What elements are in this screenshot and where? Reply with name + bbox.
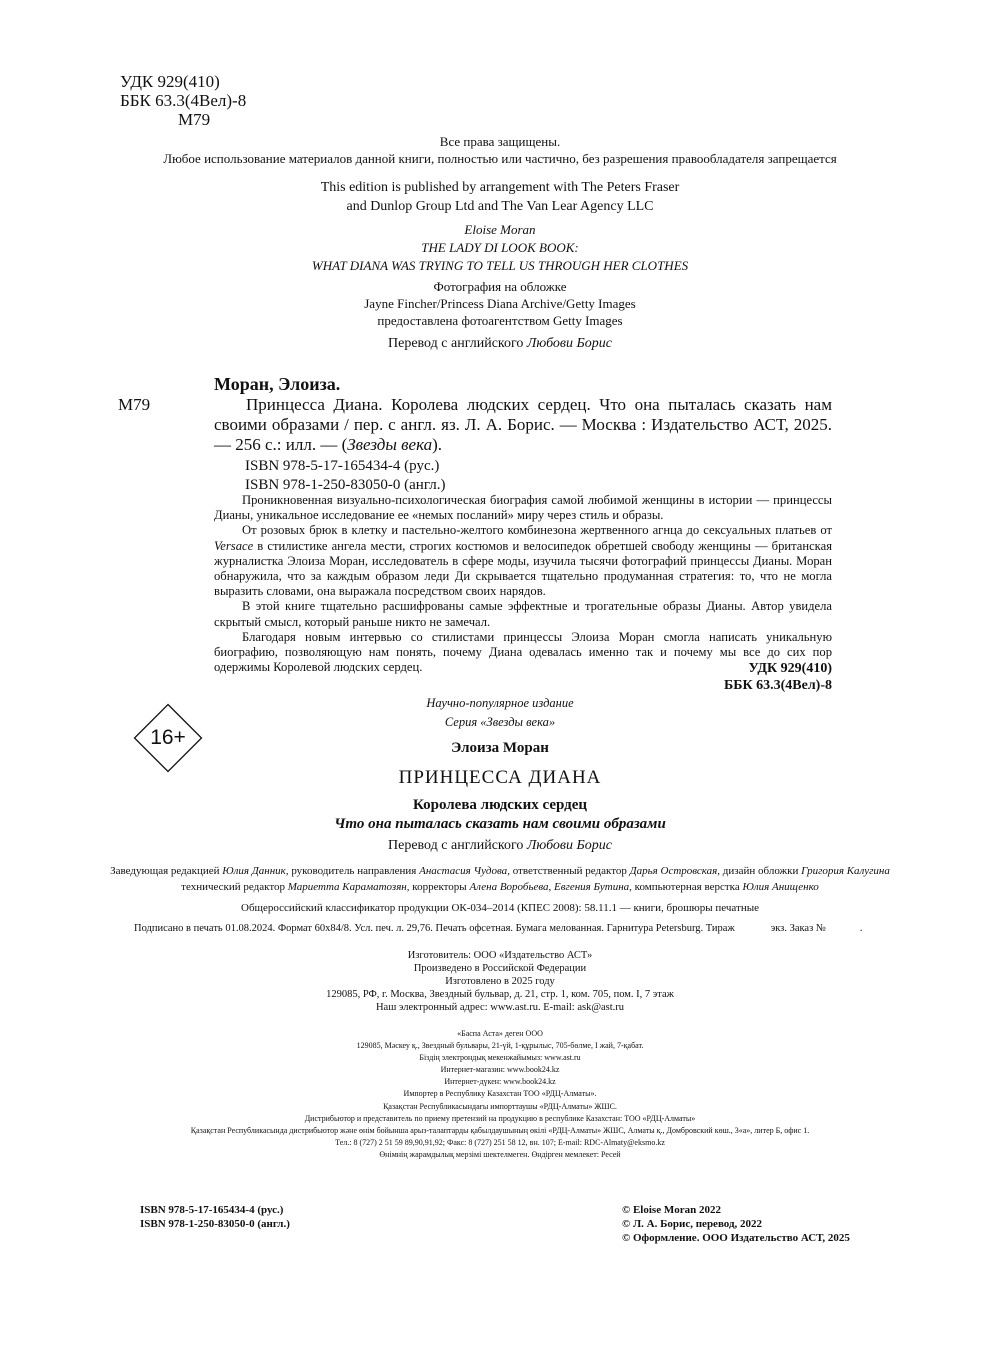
staff-line-1: Заведующая редакцией Юлия Данник, руководитель направления Анастасия Чудова, ответственный редактор Дарья Островская, дизайн обложки Григория Калугина — [110, 865, 890, 877]
bib-series: Звезды века — [347, 435, 433, 454]
manufacturer-info: Изготовитель: ООО «Издательство АСТ» Произведено в Российской Федерации Изготовлено в 2025 году 129085, РФ, г. Москва, Звездный бульвар, д. 21, стр. 1, ком. 705, пом. I, 7 этаж Наш электронный адрес: www.ast.ru. E-mail: ask@ast.ru — [326, 950, 674, 1013]
annotation-p1: Проникновенная визуально-психологическая биография самой любимой женщины в истории — принцессы Дианы, уникальное исследование ее «немых посланий» миру через стиль и образы. — [214, 493, 832, 523]
copyright-line-3: © Оформление. ООО Издательство АСТ, 2025 — [622, 1232, 850, 1244]
author-mark: М79 — [178, 110, 211, 129]
bib-udk: УДК 929(410) — [748, 661, 832, 676]
original-title-2: WHAT DIANA WAS TRYING TO TELL US THROUGH HER CLOTHES — [311, 258, 689, 273]
copyright-line-2: © Л. А. Борис, перевод, 2022 — [622, 1218, 763, 1230]
copyright-line-1: © Eloise Moran 2022 — [622, 1204, 721, 1216]
edition-line-1: This edition is published by arrangement with The Peters Fraser — [320, 180, 680, 195]
udk-code: УДК 929(410) — [120, 72, 220, 91]
book-author: Элоиза Моран — [451, 740, 549, 756]
rights-line-2: Любое использование материалов данной книги, полностью или частично, без разрешения правообладателя запрещается — [163, 151, 837, 166]
translator-name: Любови Борис — [526, 336, 612, 351]
isbn-bottom — [140, 1203, 290, 1231]
staff-credits — [0, 864, 1000, 895]
edition-line-2: and Dunlop Group Ltd and The Van Lear Agency LLC — [346, 199, 654, 214]
genre-series: Серия «Звезды века» — [444, 715, 556, 729]
bib-title-end: ). — [432, 435, 443, 454]
book-subtitle-2: Что она пыталась сказать нам своими образами — [334, 816, 666, 832]
bib-author: Моран, Элоиза. — [214, 374, 341, 394]
bib-title-main: Принцесса Диана. Королева людских сердец. Что она пыталась сказать нам своими образами / пер. с англ. яз. Л. А. Борис. — Москва : Издательство АСТ, 2025. — 256 с.: илл. — ( — [214, 395, 832, 454]
staff-line-2: технический редактор Мариетта Караматозян, корректоры Алена Воробьева, Евгения Бутина, компьютерная верстка Юлия Анищенко — [181, 880, 819, 893]
copyright-block — [622, 1203, 850, 1245]
library-codes — [120, 72, 246, 129]
isbn-bottom-ru: ISBN 978-5-17-165434-4 (рус.) — [140, 1204, 284, 1216]
age-rating: 16+ — [150, 726, 186, 749]
cover-photo-credit — [0, 278, 1000, 329]
isbn-bottom-en: ISBN 978-1-250-83050-0 (англ.) — [140, 1218, 290, 1230]
kazakhstan-info: «Баспа Аста» деген ООО 129085, Мәскеу қ., Звездный бульвары, 21-үй, 1-құрылыс, 705-бөлме, I жай, 7-қабат. Біздің электрондық мекенжайымыз: www.ast.ru Интернет-магазин: www.book24.kz Интернет-дүкен: www.book24.kz Импортер в Республику Казахстан ТОО «РДЦ-Алматы». Қазақстан Республикасындағы импорттаушы «РДЦ-Алматы» ЖШС. Дистрибьютор и представитель по приему претензий на продукцию в республике Казахстан: ТОО «РДЦ-Алматы» Қазақстан Республикасында дистрибьютор және өнім бойынша арыз-талаптарды қабылдаушының өкілі «РДЦ-Алматы» ЖШС, Алматы қ., Домбровский көш., 3«а», литер Б, офис 1. Тел.: 8 (727) 2 51 59 89,90,91,92; Факс: 8 (727) 251 58 12, вн. 107; E-mail: RDC-Almaty@eksmo.kz Өнімнің жарамдылық мерзімі шектелмеген. Өндірген мемлекет: Ресей — [190, 1029, 810, 1159]
bbk-code: ББК 63.3(4Вел)-8 — [120, 91, 247, 110]
bib-isbn-en: ISBN 978-1-250-83050-0 (англ.) — [245, 477, 446, 493]
annotation-p4: Благодаря новым интервью со стилистами принцессы Элоиза Моран смогла написать уникальную биографию, позволяющую нам понять, почему Диана одевалась именно так и почему мы все до сих пор одержимы Королевой людских сердец. — [214, 629, 832, 675]
product-classifier: Общероссийский классификатор продукции ОК-034–2014 (КПЕС 2008): 58.11.1 — книги, брошюры печатные — [241, 902, 759, 914]
annotation-versace: Versace — [214, 538, 254, 553]
bib-isbn-ru: ISBN 978-5-17-165434-4 (рус.) — [245, 458, 440, 474]
annotation-p2: От розовых брюк в клетку и пастельно-желтого комбинезона жертвенного агнца до сексуальных платьев от Versace в стилистике ангела мести, строгих костюмов и велосипедок обретшей свободу женщины — британская журналистка Элоиза Моран, исследователь в сфере моды, изучила тысячи фотографий принцессы Дианы. Моран обнаружила, что за каждым образом леди Ди скрывается тщательно продуманная стратегия: то, что не могла выразить словами, она выражала посредством своих нарядов. — [214, 523, 832, 599]
translation-prefix: Перевод с английского — [388, 336, 527, 351]
edition-notice — [0, 178, 1000, 216]
translation-credit — [0, 336, 1000, 352]
rights-line-1: Все права защищены. — [439, 134, 561, 149]
cover-line-1: Фотография на обложке — [433, 279, 567, 294]
book-translation-credit: Перевод с английского Любови Борис — [388, 838, 612, 853]
cover-line-3: предоставлена фотоагентством Getty Images — [377, 313, 623, 328]
bib-codes — [600, 660, 832, 694]
cover-line-2: Jayne Fincher/Princess Diana Archive/Getty Images — [364, 296, 636, 311]
book-subtitle: Королева людских сердец — [412, 797, 588, 813]
print-signoff: Подписано в печать 01.08.2024. Формат 60x84/8. Усл. печ. л. 29,76. Печать офсетная. Бумага мелованная. Гарнитура Petersburg. Тираж экз. Заказ № . — [134, 923, 863, 934]
bib-bbk: ББК 63.3(4Вел)-8 — [723, 678, 832, 693]
bib-mark: М79 — [118, 395, 151, 414]
original-edition — [0, 221, 1000, 275]
genre-line-1: Научно-популярное издание — [426, 696, 574, 710]
original-author: Eloise Moran — [464, 222, 536, 237]
book-translator: Любови Борис — [526, 838, 612, 853]
original-title-1: THE LADY DI LOOK BOOK: — [421, 240, 579, 255]
genre-block — [0, 694, 1000, 732]
annotation — [214, 493, 832, 675]
annotation-p3: В этой книге тщательно расшифрованы самые эффектные и трогательные образы Дианы. Автор увидела скрытый смысл, который раньше никто не замечал. — [214, 599, 832, 629]
bib-title — [214, 395, 832, 455]
book-title: ПРИНЦЕССА ДИАНА — [398, 767, 602, 788]
rights-notice — [0, 133, 1000, 167]
